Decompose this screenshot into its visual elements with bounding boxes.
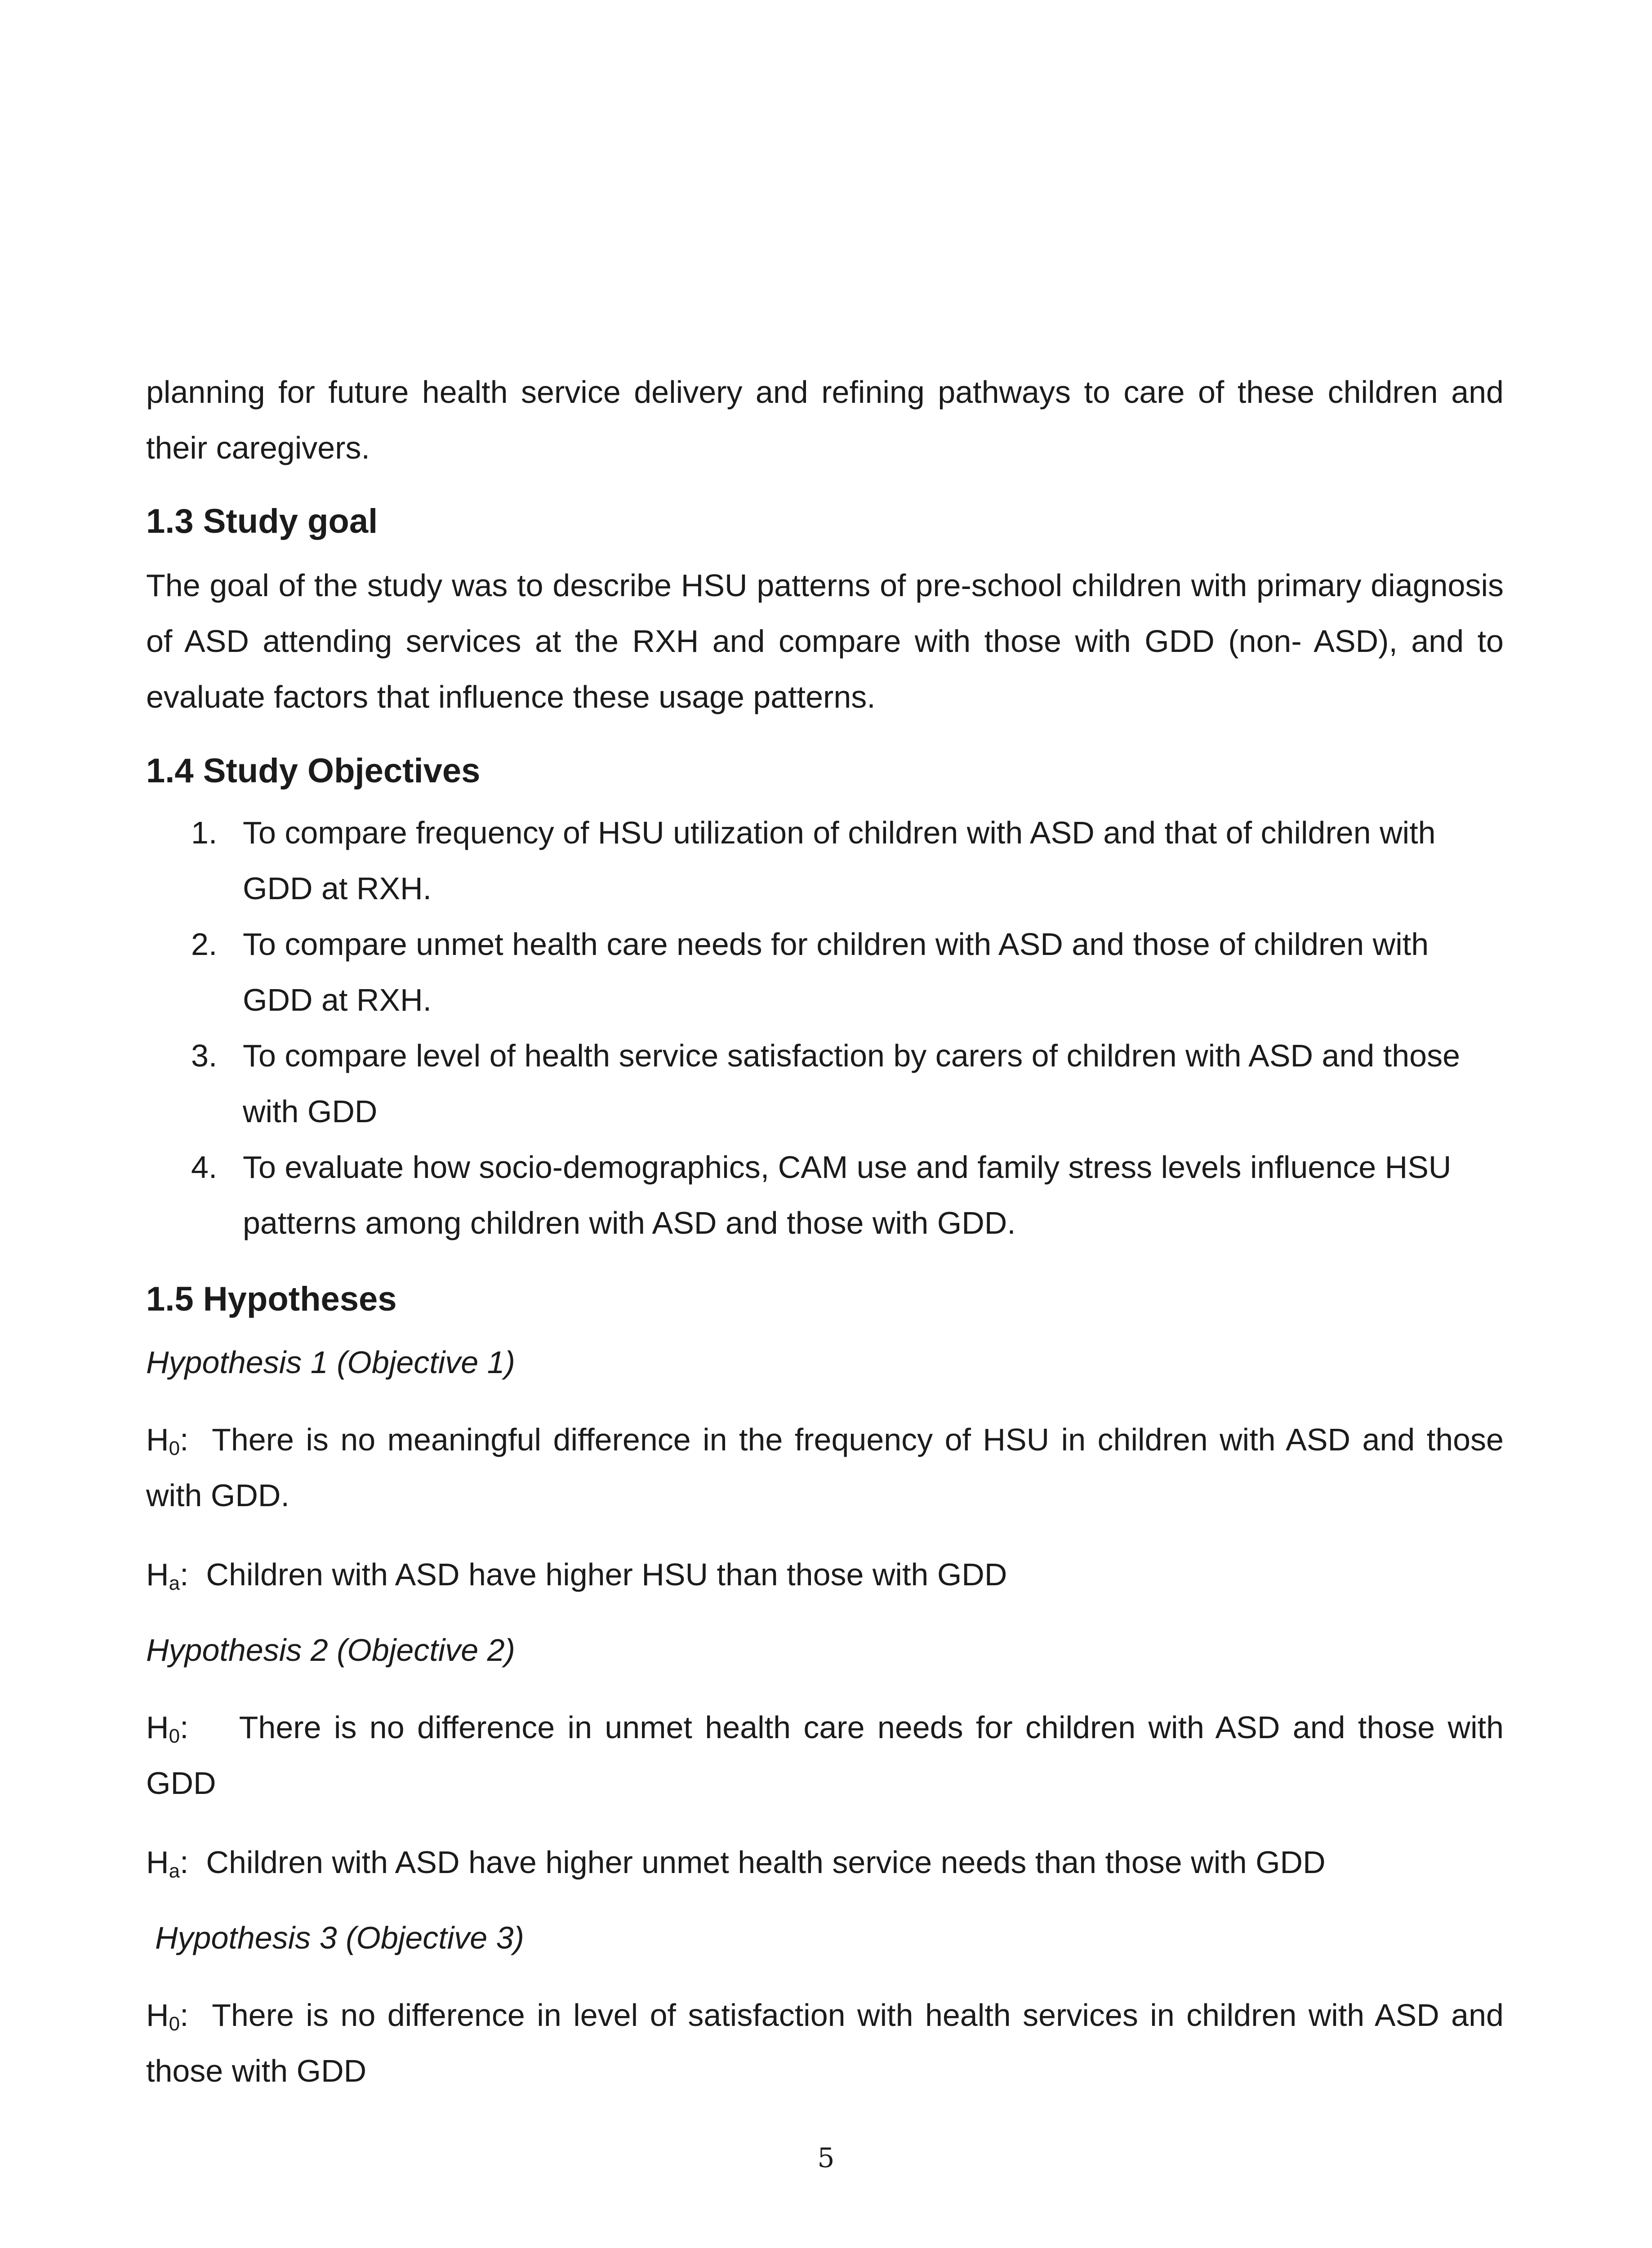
alternative-hypothesis-label: $H_a$: bbox=[146, 1557, 206, 1594]
page-number: 5 bbox=[817, 2142, 835, 2174]
hypothesis-1-title: Hypothesis 1 (Objective 1) bbox=[146, 1345, 515, 1380]
null-hypothesis-label: $H_0$: bbox=[146, 1998, 212, 2035]
objective-number: 3. bbox=[191, 1038, 218, 1073]
hypothesis-2-title: Hypothesis 2 (Objective 2) bbox=[146, 1632, 515, 1668]
section-heading-study-objectives: 1.4 Study Objectives bbox=[146, 752, 481, 790]
objective-number: 4. bbox=[191, 1150, 218, 1185]
study-goal-paragraph: The goal of the study was to describe HSU patterns of pre-school children with primary diagnosis of ASD attending services at the RXH and compare with those with GDD (non- ASD), and to evaluate factors that influence these usage patterns. bbox=[146, 568, 1504, 714]
objective-number: 2. bbox=[191, 927, 218, 962]
null-hypothesis-label: $H_0$: bbox=[146, 1710, 239, 1747]
alternative-hypothesis-text: Children with ASD have higher unmet health service needs than those with GDD bbox=[206, 1845, 1326, 1880]
objective-text: To compare level of health service satisfaction by carers of children with ASD and those with GDD bbox=[243, 1038, 1461, 1129]
null-hypothesis-label: $H_0$: bbox=[146, 1422, 212, 1459]
objective-item-1 bbox=[191, 805, 1504, 916]
hypothesis-3-title: Hypothesis 3 (Objective 3) bbox=[155, 1920, 524, 1955]
null-hypothesis-text: There is no difference in level of satisfaction with health services in children with ASD and those with GDD bbox=[146, 1998, 1504, 2088]
intro-paragraph: planning for future health service delivery and refining pathways to care of these children and their caregivers. bbox=[146, 375, 1504, 465]
alternative-hypothesis-text: Children with ASD have higher HSU than those with GDD bbox=[206, 1557, 1007, 1592]
hypothesis-3-null bbox=[146, 1987, 1504, 2099]
hypothesis-2-alternative bbox=[146, 1834, 1504, 1890]
alternative-hypothesis-label: $H_a$: bbox=[146, 1845, 206, 1882]
section-heading-hypotheses: 1.5 Hypotheses bbox=[146, 1280, 397, 1318]
objective-text: To compare frequency of HSU utilization of children with ASD and that of children with GDD at RXH. bbox=[243, 815, 1436, 906]
objective-item-2 bbox=[191, 916, 1504, 1028]
null-hypothesis-text: There is no meaningful difference in the frequency of HSU in children with ASD and those with GDD. bbox=[146, 1422, 1504, 1513]
section-heading-study-goal: 1.3 Study goal bbox=[146, 502, 378, 540]
objective-item-4 bbox=[191, 1139, 1504, 1251]
hypothesis-1-null bbox=[146, 1412, 1504, 1523]
objective-number: 1. bbox=[191, 815, 218, 850]
objective-text: To compare unmet health care needs for children with ASD and those of children with GDD at RXH. bbox=[243, 927, 1429, 1017]
objective-item-3 bbox=[191, 1028, 1504, 1139]
null-hypothesis-text: There is no difference in unmet health care needs for children with ASD and those with GDD bbox=[146, 1710, 1504, 1801]
objective-text: To evaluate how socio-demographics, CAM use and family stress levels influence HSU patterns among children with ASD and those with GDD. bbox=[243, 1150, 1452, 1240]
hypothesis-1-alternative bbox=[146, 1547, 1504, 1602]
hypothesis-2-null bbox=[146, 1699, 1504, 1811]
